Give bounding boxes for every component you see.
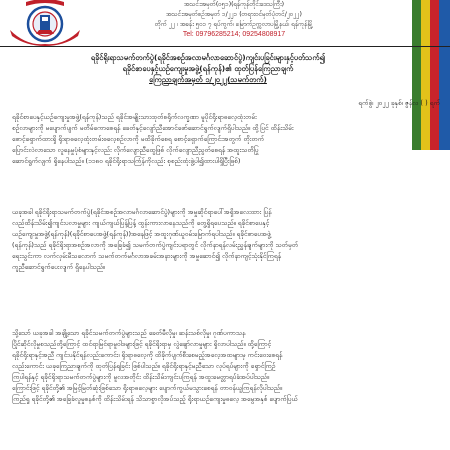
paragraph-line: ဆောင်ရွက်လျက် ရှိနေပါသည်။ (၁၁၈၀ ရခိုင်ရိုးရာသကြံန်ကိုလည်း စုစည်းထုံးဖွဲ့ပါ၍ထားပါရှိပြီးဖြစ်) — [12, 157, 241, 165]
paragraph-line: (ရန်ကုန်)သည် ရခိုင်ရိုးရာအစဉ်အလာကို အခြေခံ၍ သမက်တက်ပွဲကျင်းပရာတွင် လိုက်နာရန်လမ်းညွှန်ချက်များကို သတ်မှတ် — [12, 241, 299, 249]
paragraph-line: ပြောင်းလဲလာသော လူနေမှုပုံစံများနှင့်လည်း လိုက်လျောညီထွေဖြစ် လိုက်လျောညီညွတ်စေရန် အထူးသတိပြု — [12, 146, 259, 154]
paragraph-line: လည်းကောင်း ယခုကြေညာချက်ကို ထုတ်ပြန်ရခြင်း ဖြစ်ပါသည်။ ရခိုင်ရိုးရာနှင့်မညီသော လုပ်ရပ်များကို ရှောင်ကြဉ် — [12, 362, 276, 370]
paragraph-line: စောင့်ရှောက်ထားရှိ ရိုးရာဓလေ့ထုံးတမ်းဓလေ့စဉ်လာကို မထိခိုက်စေရ စောင့်ရှောက်ကြောင်းအတွက် တိုးတက် — [12, 135, 265, 143]
org-address-line: တိုက် ၂၂ ၊ အခန်း ၅၀၁ ၇ ရပ်ကွက်၊ မြောက်ဥက္ကလာပမြို့နယ်၊ ရန်ကုန်မြို့ — [154, 21, 314, 28]
header-divider — [0, 46, 450, 47]
paragraph-line: ကူညီဆောင်ရွက်ပေးလျက် ရှိနေပါသည်။ — [12, 263, 106, 271]
title-line-2: ရခိုင်စာပေနှင့်ယဉ်ကျေးမှုအဖွဲ့(ရန်ကုန်)၏ ထုတ်ပြန်ကြေညာချက် — [122, 64, 294, 73]
paragraph-line: ရခိုင်စာပေနှင့်ယဉ်ကျေးမှုအဖွဲ့(ရန်ကုန်)သည် ရခိုင်အမျိုးသားထုတ်စရိုက်လက္ခဏာ မူပိုင်ရိုးရာဓလေ့ထုံးတမ်း — [12, 113, 257, 121]
paragraph-2 — [12, 207, 442, 273]
organization-header — [84, 0, 384, 40]
paragraph-line: ကြည်ရှု ရခိုင်တို့၏ အခြေခံလူမှုစနစ်ကို ထိန်းသိမ်းရန် သိသာစွာလိုအပ်သည့် ရိုးရာယဉ်ကျေးမှုဓလေ့ အမွေအနှစ် ပျောက်ပြယ် — [12, 395, 298, 403]
paragraph-line: ရခိုင်ရိုးရာနှင့်အညီ ကျင်းပနိုင်ရန်လည်းကောင်း၊ ရိုးရာဓလေ့ကို ထိခိုက်ပျက်စီးစေမည့်အလေ့အထများမှ ကင်းဝေးစေရန် — [12, 351, 283, 359]
paragraph-line: ပြိုင်ဆိုင်လိုမှုစသည်တို့ကြောင့် ထင်ရာမြင်ရာမူဝါဒများဖြင့် ရခိုင်ရိုးရာမှ လွဲချော်လာမှုများ ရှိလာပါသည်။ ထို့ကြောင့် — [12, 340, 272, 348]
paragraph-line: ကြပါရန်နှင့် ရခိုင်ရိုးရာသမက်တက်ပွဲများကို မူလအတိုင်း ထိန်းသိမ်းကျင်းပကြရန် အထူးမေတ္တာရပ်ခံအပ်ပါသည်။ — [12, 373, 270, 381]
announcement-title — [18, 52, 398, 85]
organization-logo — [8, 0, 82, 46]
paragraph-line: လည်ထိန်းသိမ်း၍ကျင်းပလာမှုများ ကျယ်ကျယ်ပြန့်ပြန့် ထွန်းကားလာနေသည်ကို တွေ့ရှိရပေသည်။ ရခိုင်စာပေနှင့် — [12, 219, 270, 227]
paragraph-line: စဉ်လာများကို မပျောက်ပျက် မတိမ်ကောစေရန် ခေတ်နှင့်လျော်ညီအောင်ဖော်ဆောင်ရွက်လျက်ရှိပါသည်။ ထို့ပြင် ထိန်းသိမ်း — [12, 124, 294, 132]
paragraph-1 — [12, 112, 442, 167]
paragraph-line: ယဉ်ကျေးမှုအဖွဲ့(ရန်ကုန်)(ရခိုင်စာပေအဖွဲ့(ရန်ကုန်))အနေဖြင့် အထူးဂုဏ်ယူဝမ်းမြောက်ရပါသည်။ ရခိုင်စာပေအဖွဲ့ — [12, 230, 271, 238]
announcement-number: ကြေညာချက်အမှတ် ၁/၂၀၂၂(သမက်တက်) — [149, 75, 267, 84]
org-name-line: အသင်းအမှတ်(ဝ၅၁)(ရန်ကုန်တိုင်းဒေသကြီး) — [183, 1, 285, 8]
paragraph-line: ရေးသွင်းကာ လက်လှမ်းမီသလောက် သမက်တက်မင်္ဂလာအခမ်းအနားများကို အမှုဆောင်၍ လိုက်နာကျင့်သုံးနိုင်ကြရန် — [12, 252, 281, 260]
paragraph-line: ယခုအခါ ရခိုင်ရိုးရာသမက်တက်ပွဲ(ရခိုင်အစဉ်အလာမင်္ဂလာဆောင်ပွဲ)များကို အမှုဆိုင်ရာပေါ်အရှိအလေးထား ပြန် — [12, 208, 272, 216]
announcement-date: ရက်စွဲ၊ ၂၀၂၂ ခုနှစ်၊ ဇွန်လ ( ) ရက် — [358, 99, 440, 107]
paragraph-3 — [12, 328, 442, 405]
title-line-1: ရခိုင်ရိုးရာသမက်တက်ပွဲ(ရခိုင်အစဉ်အလာမင်္ဂလာဆောင်ပွဲ)ကျင်းပခြင်းများနှင့်ပတ်သက်၍ — [90, 53, 326, 62]
paragraph-line: သို့သော် ယခုအခါ အချို့သော ရခိုင်သမက်တက်ပွဲများသည် ခေတ်မီလိုမှု၊ ဆန်းသစ်လိုမှု၊ ဂုဏ်ပကာသန — [12, 329, 246, 337]
logo-emblem-icon — [8, 0, 82, 46]
paragraph-line: ကြောင်းဖြင့် ရခိုင်တို့၏ အမြင့်မြတ်ဆုံးဖြစ်သော ရိုးရာဓလေ့များ ပျောက်ကွယ်မသွားစေရန် တာဝန်ယူကြရန်လိုပါသည်။ — [12, 384, 283, 392]
org-registration-line: အသင်းအမှတ်စဉ်အမှတ် ၁/၂၂၁ (တရားဝင်မှတ်ပုံတင်/၂၀၂၂) — [166, 11, 302, 18]
org-phone-line: Tel: 09796285214; 09254808917 — [182, 31, 286, 38]
